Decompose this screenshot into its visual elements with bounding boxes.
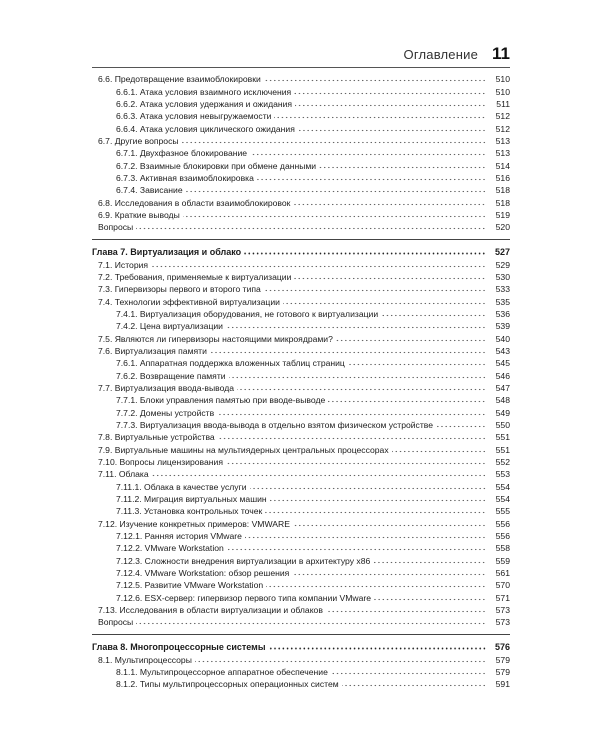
page-number: 11 <box>492 44 510 63</box>
toc-entry-title: 7.11.2. Миграция виртуальных машин <box>116 494 267 505</box>
toc-entry-page: 554 <box>495 481 510 492</box>
toc-entry[interactable] <box>92 443 510 455</box>
dot-leader <box>265 511 486 514</box>
toc-entry-title: Глава 8. Многопроцессорные системы <box>92 642 266 653</box>
dot-leader <box>348 363 486 366</box>
toc-entry[interactable] <box>92 85 510 97</box>
toc-entry-title: 7.2. Требования, применяемые к виртуализации <box>98 271 292 282</box>
toc-entry-page: 535 <box>495 296 510 307</box>
dot-leader <box>319 166 486 169</box>
toc-entry[interactable] <box>92 394 510 406</box>
toc-entry-page: 548 <box>495 395 510 406</box>
toc-entry-page: 516 <box>495 173 510 184</box>
toc-entry-page: 513 <box>495 136 510 147</box>
dot-leader <box>293 203 486 206</box>
toc-entry[interactable] <box>92 480 510 492</box>
dot-leader <box>264 289 486 292</box>
toc-entry-title: 7.11.3. Установка контрольных точек <box>116 506 263 517</box>
toc-entry-page: 539 <box>495 321 510 332</box>
toc-entry-title: 6.6. Предотвращение взаимоблокировки <box>98 74 261 85</box>
dot-leader <box>227 548 486 551</box>
dot-leader <box>250 487 486 490</box>
toc-entry-page: 573 <box>495 617 510 628</box>
toc-entry-page: 530 <box>495 271 510 282</box>
dot-leader <box>195 660 486 663</box>
toc-entry[interactable] <box>92 530 510 542</box>
toc-entry-title: 7.12. Изучение конкретных примеров: VMWARE <box>98 518 290 529</box>
toc-entry-page: 510 <box>495 86 510 97</box>
toc-entry[interactable] <box>92 542 510 554</box>
dot-leader <box>292 573 486 576</box>
toc-entry[interactable] <box>92 135 510 147</box>
toc-entry-title: 7.11.1. Облака в качестве услуги <box>116 481 247 492</box>
toc-entry-title: Вопросы <box>98 222 134 233</box>
toc-entry[interactable] <box>92 579 510 591</box>
toc-entry-title: 7.1. История <box>98 259 149 270</box>
dot-leader <box>381 314 486 317</box>
toc-entry-title: 6.6.4. Атака условия циклического ожидания <box>116 123 295 134</box>
toc-entry-page: 552 <box>495 457 510 467</box>
toc-entry-title: 6.7.3. Активная взаимоблокировка <box>116 173 254 184</box>
toc-entry-title: 6.6.2. Атака условия удержания и ожидания <box>116 99 293 110</box>
dot-leader <box>218 437 486 440</box>
toc-entry-title: 7.4. Технологии эффективной виртуализации <box>98 296 280 307</box>
toc-entry[interactable] <box>92 382 510 394</box>
dot-leader <box>295 104 486 107</box>
toc-entry-title: 6.6.3. Атака условия невыгружаемости <box>116 111 272 122</box>
toc-entry[interactable] <box>92 456 510 468</box>
toc-entry-title: 7.3. Гипервизоры первого и второго типа <box>98 284 261 295</box>
toc-entry-title: 6.7.2. Взаимные блокировки при обмене данными <box>116 160 317 171</box>
toc-entry-page: 520 <box>495 222 510 233</box>
dot-leader <box>328 400 486 403</box>
toc-entry[interactable] <box>92 419 510 431</box>
toc-entry[interactable] <box>92 209 510 221</box>
toc-entry-title: 7.8. Виртуальные устройства <box>98 432 215 443</box>
toc-entry-page: 556 <box>495 531 510 542</box>
toc-entry-title: 7.6.2. Возвращение памяти <box>116 370 226 381</box>
toc-entry[interactable] <box>92 159 510 171</box>
dot-leader <box>136 227 486 230</box>
toc-entry-page: 512 <box>495 111 510 122</box>
toc-entry-title: Вопросы <box>98 617 134 628</box>
dot-leader <box>283 302 486 305</box>
toc-entry[interactable] <box>92 493 510 505</box>
toc-entry-page: 579 <box>495 654 510 665</box>
toc-entry-title: 7.7.1. Блоки управления памятью при вводе-выводе <box>116 395 326 406</box>
toc-entry-title: 6.8. Исследования в области взаимоблокировок <box>98 197 291 208</box>
toc-entry-page: 551 <box>495 432 510 443</box>
dot-leader <box>326 610 486 613</box>
dot-leader <box>182 141 486 144</box>
toc-entry-title: 6.7.4. Зависание <box>116 185 183 196</box>
chapter-separator <box>92 628 510 640</box>
toc-entry-title: 7.7.3. Виртуализация ввода-вывода в отдельно взятом физическом устройстве <box>116 419 434 430</box>
toc-entry-page: 543 <box>495 345 510 356</box>
dot-leader <box>229 376 486 379</box>
dot-leader <box>274 116 486 119</box>
toc-entry-page: 561 <box>495 568 510 579</box>
dot-leader <box>152 474 486 477</box>
toc-entry-page: 510 <box>495 74 510 85</box>
toc-entry[interactable] <box>92 604 510 616</box>
page-header <box>92 44 510 64</box>
toc-entry[interactable] <box>92 666 510 678</box>
dot-leader <box>151 265 486 268</box>
toc-entry-page: 571 <box>495 592 510 603</box>
toc-entry[interactable] <box>92 172 510 184</box>
toc-entry-title: 7.11. Облака <box>98 469 149 480</box>
toc-entry-title: 7.7. Виртуализация ввода-вывода <box>98 382 235 393</box>
toc-entry[interactable] <box>92 431 510 443</box>
toc-entry-title: 6.9. Краткие выводы <box>98 210 180 221</box>
dot-leader <box>373 561 486 564</box>
toc-entry[interactable] <box>92 271 510 283</box>
toc-entry[interactable] <box>92 122 510 134</box>
toc-entry-title: 7.12.4. VMware Workstation: обзор решения <box>116 568 290 579</box>
dot-leader <box>186 190 486 193</box>
dot-leader <box>237 388 486 391</box>
toc-entry-page: 555 <box>495 506 510 517</box>
toc-entry-page: 540 <box>495 333 510 344</box>
toc-entry[interactable] <box>92 283 510 295</box>
dot-leader <box>244 252 486 255</box>
toc-entry-page: 518 <box>495 197 510 208</box>
dot-leader <box>264 79 486 82</box>
toc-entry[interactable] <box>92 221 510 233</box>
dot-leader <box>331 672 486 675</box>
toc-entry-page: 551 <box>495 444 510 455</box>
dot-leader <box>136 622 486 625</box>
toc-entry-page: 527 <box>494 247 510 258</box>
toc-entry[interactable] <box>92 110 510 122</box>
toc-entry[interactable] <box>92 73 510 85</box>
dot-leader <box>226 462 486 465</box>
dot-leader <box>294 92 486 95</box>
toc-entry[interactable] <box>92 406 510 418</box>
toc-entry-page: 533 <box>495 284 510 295</box>
toc-entry[interactable] <box>92 554 510 566</box>
dot-leader <box>266 585 486 588</box>
dot-leader <box>183 215 486 218</box>
toc-entry-title: 7.10. Вопросы лицензирования <box>98 457 223 467</box>
dot-leader <box>298 129 486 132</box>
toc-entry[interactable] <box>92 147 510 159</box>
toc-entry-title: 7.12.6. ESX-сервер: гипервизор первого типа компании VMware <box>116 592 372 603</box>
toc-entry-page: 514 <box>495 160 510 171</box>
toc-entry-page: 573 <box>495 605 510 616</box>
dot-leader <box>293 524 486 527</box>
running-header-title: Оглавление <box>403 47 479 62</box>
toc-entry-title: 6.7. Другие вопросы <box>98 136 179 147</box>
toc-entry-page: 536 <box>495 308 510 319</box>
toc-entry-title: 7.6. Виртуализация памяти <box>98 345 207 356</box>
dot-leader <box>269 647 486 650</box>
toc-entry-title: Глава 7. Виртуализация и облако <box>92 247 242 258</box>
toc-entry-title: 7.12.2. VMware Workstation <box>116 543 224 554</box>
toc-entry-title: 7.12.1. Ранняя история VMware <box>116 531 242 542</box>
toc-entry[interactable] <box>92 468 510 480</box>
toc-entry[interactable] <box>92 332 510 344</box>
toc-entry-title: 6.7.1. Двухфазное блокирование <box>116 148 248 159</box>
toc-entry[interactable] <box>92 369 510 381</box>
dot-leader <box>436 425 486 428</box>
toc-entry[interactable] <box>92 517 510 529</box>
toc-entry-page: 550 <box>495 419 510 430</box>
toc-entry-title: 7.12.3. Сложности внедрения виртуализации в архитектуру x86 <box>116 555 371 566</box>
toc-entry[interactable] <box>92 308 510 320</box>
toc-entry-title: 8.1. Мультипроцессоры <box>98 654 192 665</box>
toc-entry-title: 7.6.1. Аппаратная поддержка вложенных таблиц страниц <box>116 358 345 369</box>
chapter-separator <box>92 233 510 245</box>
toc-entry-page: 513 <box>495 148 510 159</box>
dot-leader <box>210 351 486 354</box>
toc-entry-page: 546 <box>495 370 510 381</box>
toc-entry[interactable] <box>92 184 510 196</box>
toc-entry-page: 579 <box>495 666 510 677</box>
toc-chapter-entry[interactable] <box>92 641 510 653</box>
toc-entry-title: 6.6.1. Атака условия взаимного исключения <box>116 86 292 97</box>
toc-entry-title: 7.12.5. Развитие VMware Workstation <box>116 580 264 591</box>
toc-entry[interactable] <box>92 616 510 628</box>
toc-entry[interactable] <box>92 345 510 357</box>
toc-entry[interactable] <box>92 196 510 208</box>
toc-entry-page: 518 <box>495 185 510 196</box>
toc-entry-page: 519 <box>495 210 510 221</box>
toc-entry-title: 7.9. Виртуальные машины на мультиядерных центральных процессорах <box>98 444 389 455</box>
toc-entry-page: 559 <box>495 555 510 566</box>
toc-entry-page: 511 <box>496 99 510 110</box>
toc-entry-page: 547 <box>495 382 510 393</box>
toc-entry-page: 591 <box>495 679 510 690</box>
toc-entry-page: 529 <box>495 259 510 270</box>
toc-entry-title: 7.13. Исследования в области виртуализации и облаков <box>98 605 323 616</box>
dot-leader <box>392 450 486 453</box>
toc-entry-page: 570 <box>495 580 510 591</box>
toc-entry[interactable] <box>92 678 510 690</box>
toc-entry-title: 7.5. Являются ли гипервизоры настоящими микроядрами? <box>98 333 333 344</box>
dot-leader <box>217 413 486 416</box>
toc-entry[interactable] <box>92 653 510 665</box>
toc-entry-page: 558 <box>495 543 510 554</box>
toc-entry-page: 549 <box>495 407 510 418</box>
dot-leader <box>270 499 486 502</box>
toc-entry[interactable] <box>92 567 510 579</box>
toc-entry-page: 554 <box>495 494 510 505</box>
toc-entry[interactable] <box>92 357 510 369</box>
table-of-contents <box>92 73 510 690</box>
dot-leader <box>294 277 486 280</box>
toc-entry-title: 8.1.1. Мультипроцессорное аппаратное обеспечение <box>116 666 328 677</box>
toc-entry-page: 556 <box>495 518 510 529</box>
toc-entry[interactable] <box>92 258 510 270</box>
toc-entry-title: 7.7.2. Домены устройств <box>116 407 215 418</box>
toc-entry-page: 576 <box>494 642 510 653</box>
dot-leader <box>342 684 486 687</box>
toc-entry[interactable] <box>92 505 510 517</box>
toc-entry[interactable] <box>92 295 510 307</box>
toc-entry[interactable] <box>92 320 510 332</box>
dot-leader <box>226 326 486 329</box>
toc-entry[interactable] <box>92 591 510 603</box>
toc-chapter-entry[interactable] <box>92 246 510 258</box>
dot-leader <box>245 536 486 539</box>
toc-entry-page: 512 <box>495 123 510 134</box>
toc-entry[interactable] <box>92 98 510 110</box>
dot-leader <box>250 153 486 156</box>
toc-entry-title: 8.1.2. Типы мультипроцессорных операционных систем <box>116 679 339 690</box>
toc-entry-title: 7.4.2. Цена виртуализации <box>116 321 223 332</box>
toc-entry-page: 553 <box>495 469 510 480</box>
dot-leader <box>257 178 486 181</box>
header-rule <box>92 67 510 68</box>
dot-leader <box>336 339 486 342</box>
dot-leader <box>374 598 486 601</box>
toc-entry-title: 7.4.1. Виртуализация оборудования, не готового к виртуализации <box>116 308 379 319</box>
toc-entry-page: 545 <box>495 358 510 369</box>
